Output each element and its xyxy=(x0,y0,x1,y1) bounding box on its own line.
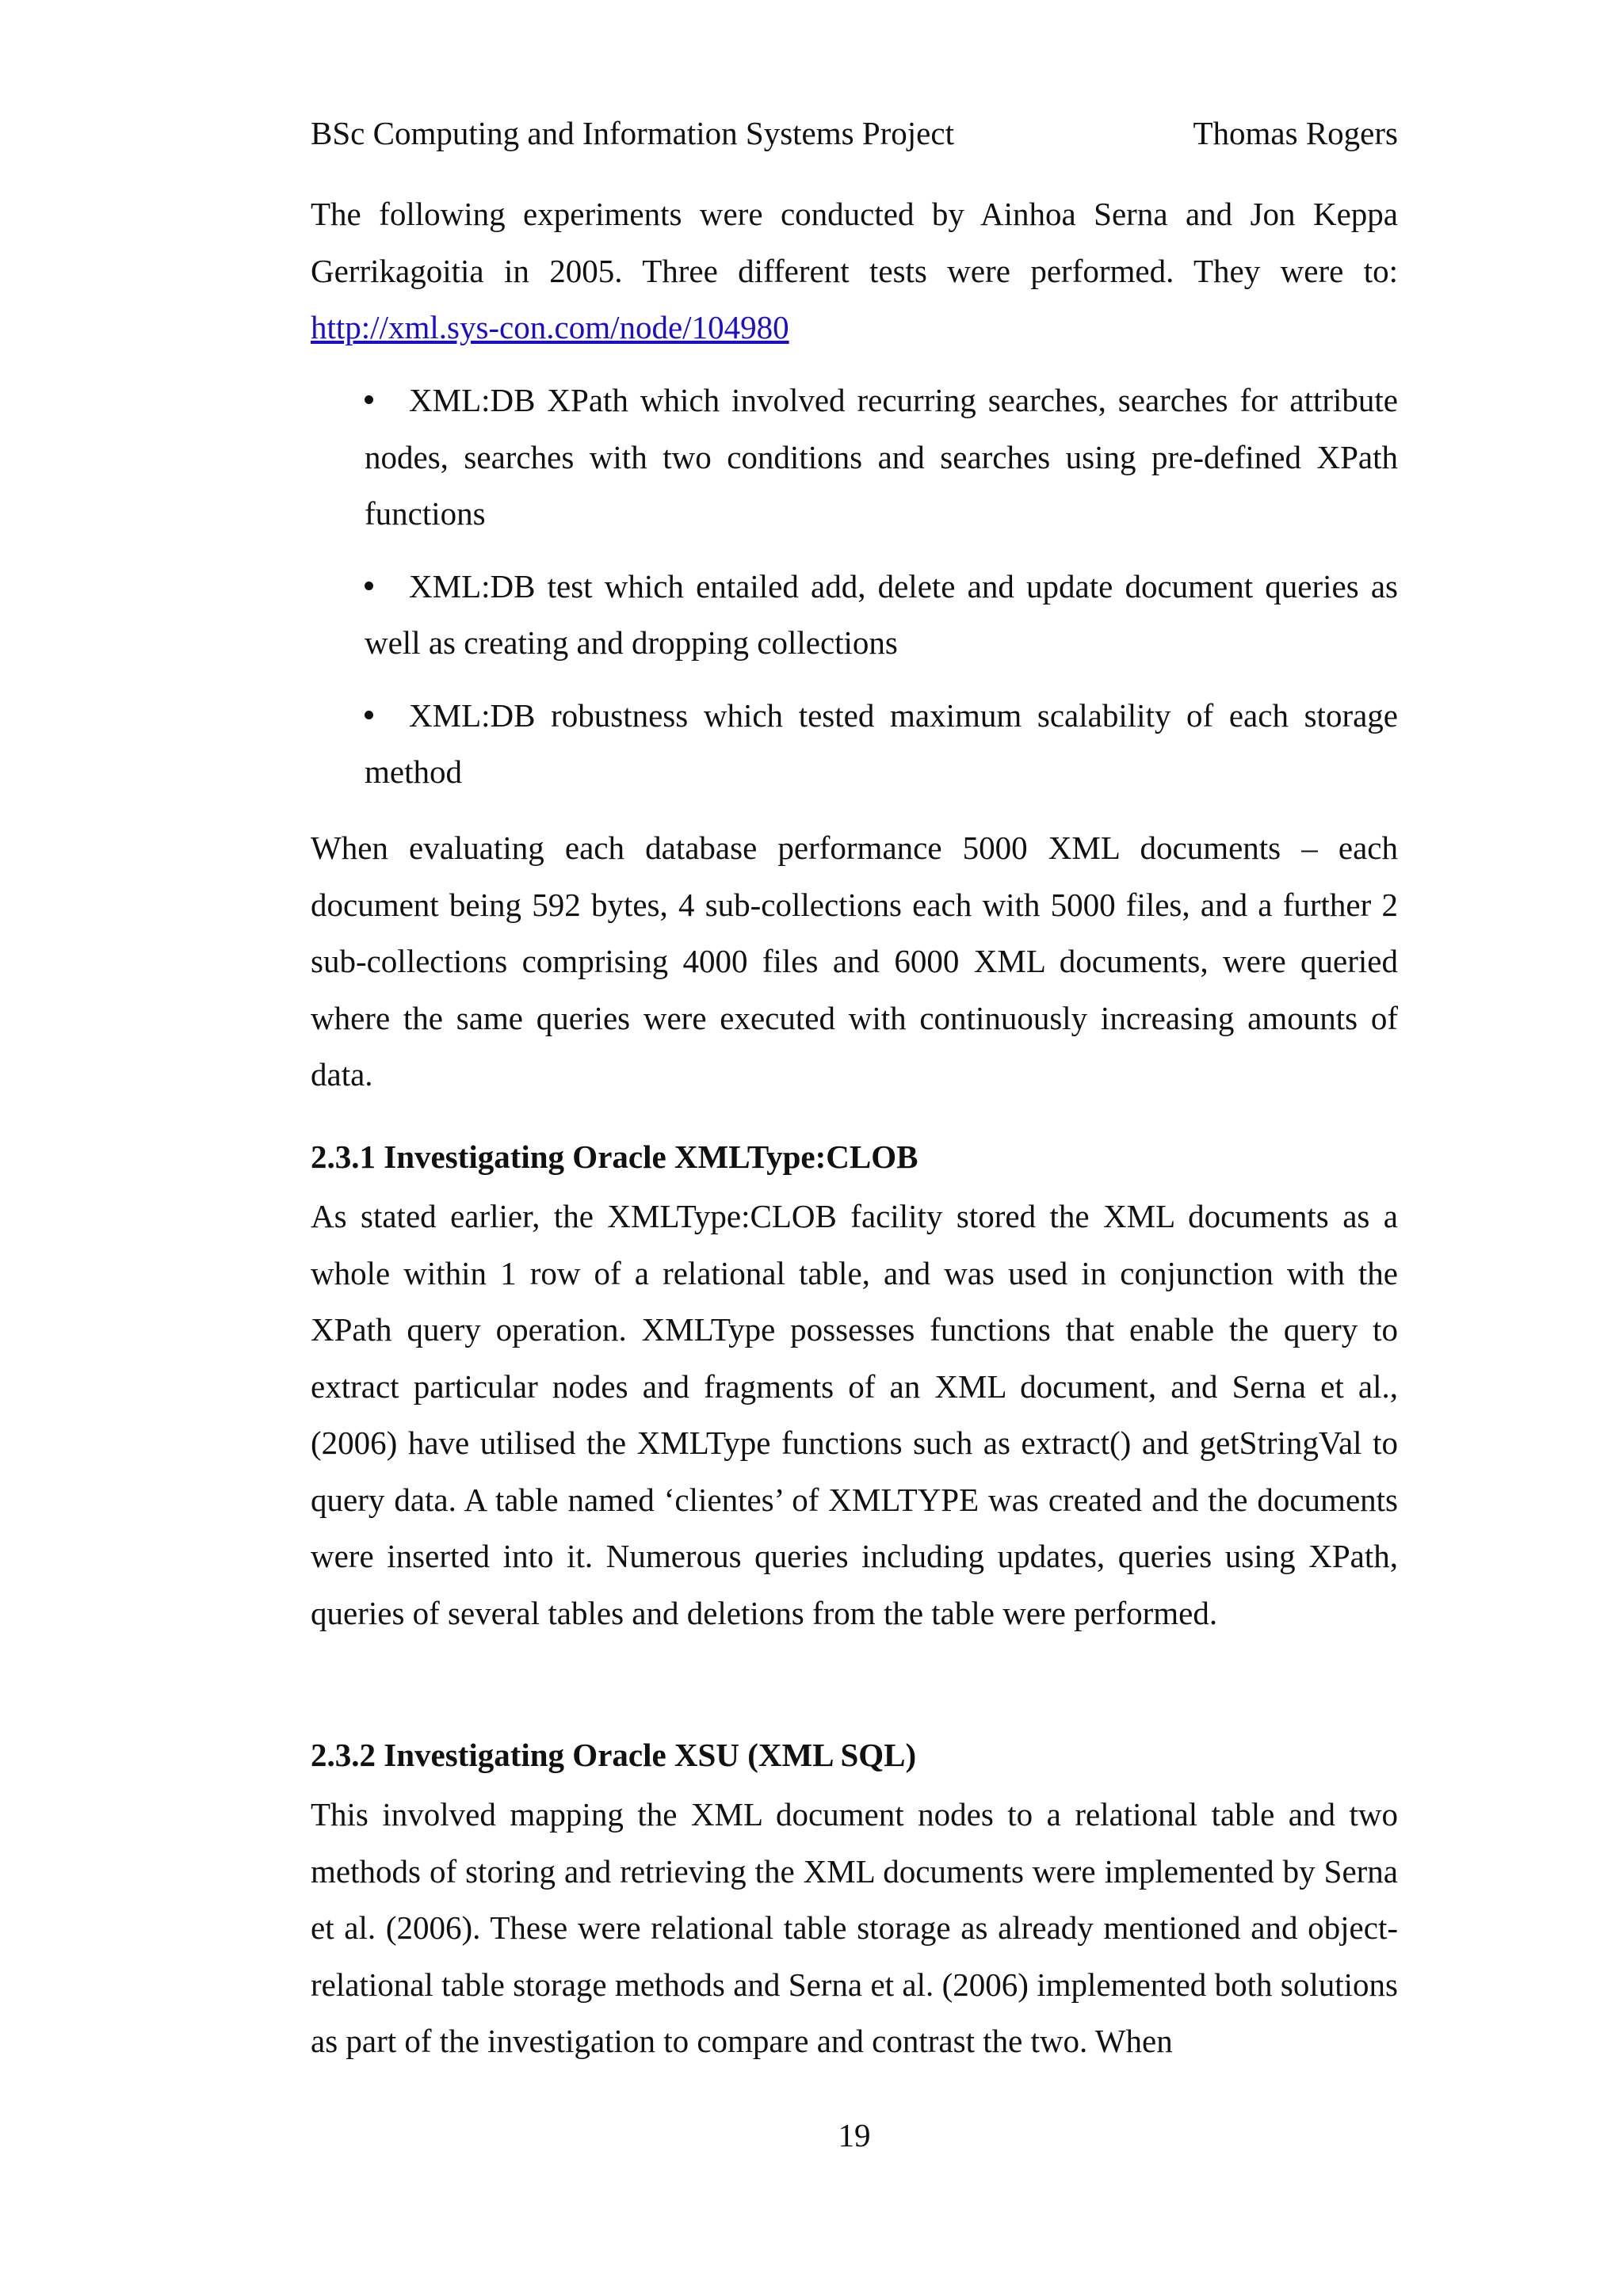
list-item-text: XML:DB robustness which tested maximum scalability of each storage method xyxy=(365,696,1398,790)
test-list xyxy=(365,372,1398,817)
list-item xyxy=(365,372,1398,543)
section-heading-xsu: 2.3.2 Investigating Oracle XSU (XML SQL) xyxy=(311,1737,917,1773)
bullet-icon xyxy=(365,711,373,719)
section-heading-xmltype-clob: 2.3.1 Investigating Oracle XMLType:CLOB xyxy=(311,1138,918,1175)
page-header xyxy=(311,109,1398,157)
intro-paragraph xyxy=(311,186,1398,357)
source-link[interactable]: http://xml.sys-con.com/node/104980 xyxy=(311,309,789,345)
list-item-text: XML:DB XPath which involved recurring searches, searches for attribute nodes, searches with two conditions and searches using pre-defined XPath functions xyxy=(365,382,1398,532)
list-item xyxy=(365,688,1398,801)
intro-text: The following experiments were conducted by Ainhoa Serna and Jon Keppa Gerrikagoitia in 2005. Three different tests were performed. They were to: xyxy=(311,196,1398,289)
page-number: 19 xyxy=(838,2117,871,2153)
bullet-icon xyxy=(365,582,373,590)
bullet-icon xyxy=(365,395,373,404)
header-project-title: BSc Computing and Information Systems Project xyxy=(311,115,954,151)
xsu-paragraph: This involved mapping the XML document nodes to a relational table and two methods of storing and retrieving the XML documents were implemented by Serna et al. (2006). These were relational table storage as already mentioned and object-relational table storage methods and Serna et al. (2006) implemented both solutions as part of the investigation to compare and contrast the two. When xyxy=(311,1796,1398,2059)
header-author: Thomas Rogers xyxy=(1193,115,1398,151)
list-item-text: XML:DB test which entailed add, delete and update document queries as well as creating and dropping collections xyxy=(365,567,1398,661)
xmltype-clob-paragraph: As stated earlier, the XMLType:CLOB facility stored the XML documents as a whole within 1 row of a relational table, and was used in conjunction with the XPath query operation. XMLType possesses functions that enable the query to extract particular nodes and fragments of an XML document, and Serna et al., (2006) have utilised the XMLType functions such as extract() and getStringVal to query data. A table named ‘clientes’ of XMLTYPE was created and the documents were inserted into it. Numerous queries including updates, queries using XPath, queries of several tables and deletions from the table were performed. xyxy=(311,1198,1398,1631)
evaluation-paragraph: When evaluating each database performance 5000 XML documents – each document being 592 bytes, 4 sub-collections each with 5000 files, and a further 2 sub-collections comprising 4000 files and 6000 XML documents, were queried where the same queries were executed with continuously increasing amounts of data. xyxy=(311,830,1398,1093)
list-item xyxy=(365,559,1398,672)
